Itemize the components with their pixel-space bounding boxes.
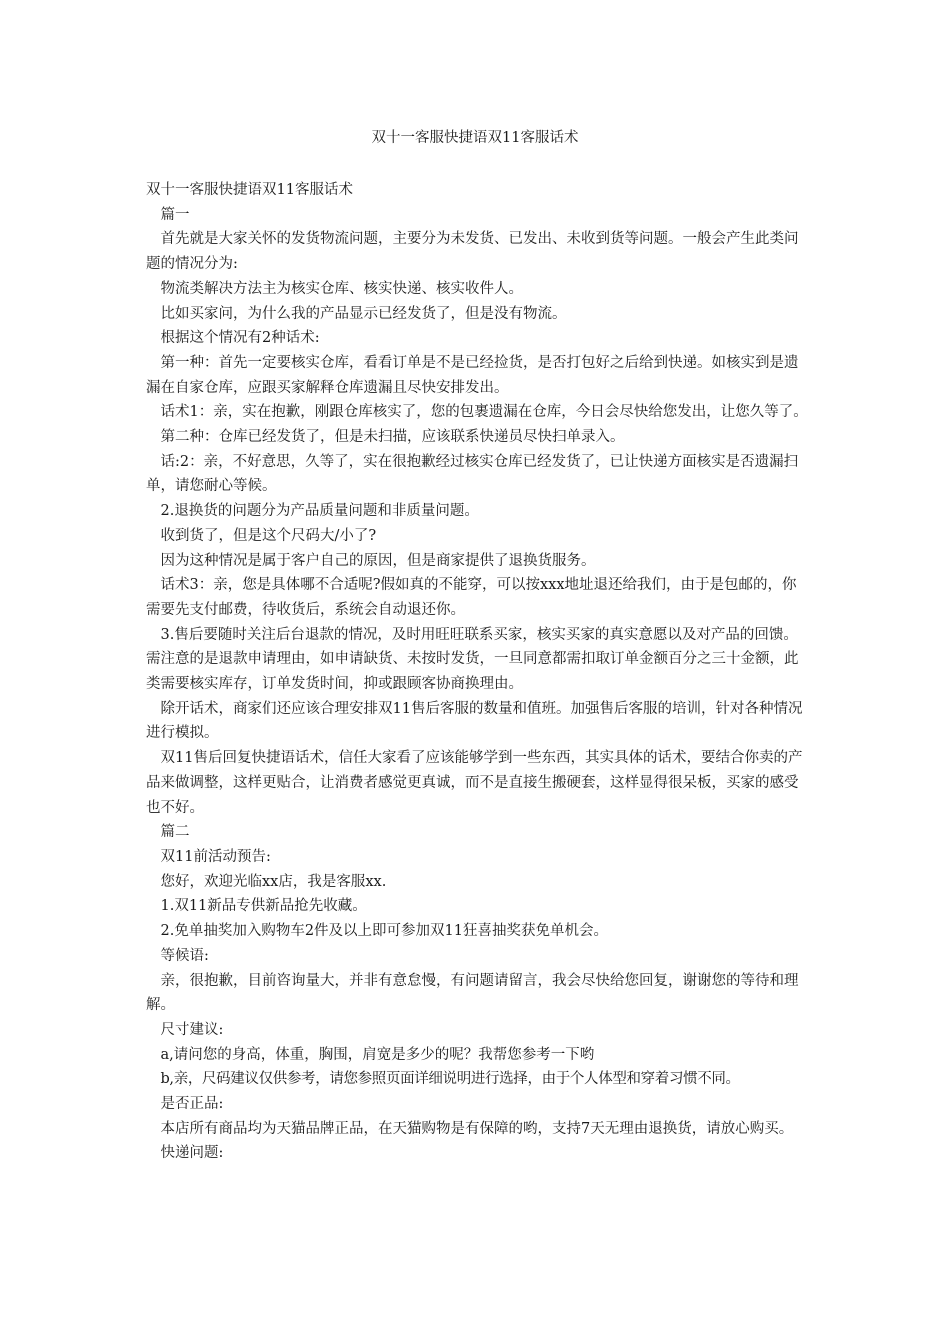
paragraph: a,请问您的身高，体重，胸围，肩宽是多少的呢？我帮您参考一下哟 (160, 1046, 595, 1063)
paragraph: 除开话术，商家们还应该合理安排双11售后客服的数量和值班。加强售后客服的培训，针对各种情况进行模拟。 (146, 700, 803, 742)
paragraph: 双11售后回复快捷语话术，信任大家看了应该能够学到一些东西，其实具体的话术，要结合你卖的产品来做调整，这样更贴合，让消费者感觉更真诚，而不是直接生搬硬套，这样显得很呆板，买家的感受也不好。 (146, 750, 803, 816)
paragraph: 1.双11新品专供新品抢先收藏。 (160, 898, 367, 915)
paragraph: 首先就是大家关怀的发货物流问题，主要分为未发货、已发出、未收到货等问题。一般会产生此类问题的情况分为: (146, 231, 799, 273)
paragraph: b,亲，尺码建议仅供参考，请您参照页面详细说明进行选择，由于个人体型和穿着习惯不同。 (160, 1071, 740, 1088)
section-label-1: 篇一 (160, 206, 190, 223)
paragraph: 根据这个情况有2种话术: (160, 330, 320, 347)
paragraph: 您好，欢迎光临xx店，我是客服xx. (160, 873, 387, 890)
paragraph: 因为这种情况是属于客户自己的原因，但是商家提供了退换货服务。 (160, 552, 596, 569)
paragraph: 等候语: (160, 947, 209, 964)
paragraph: 亲，很抱歉，目前咨询量大，并非有意怠慢，有问题请留言，我会尽快给您回复，谢谢您的等待和理解。 (146, 972, 799, 1014)
body-heading: 双十一客服快捷语双11客服话术 (146, 182, 353, 198)
paragraph: 第二种：仓库已经发货了，但是未扫描，应该联系快递员尽快扫单录入。 (160, 429, 625, 446)
paragraph: 双11前活动预告: (160, 848, 271, 865)
paragraph: 话术3：亲，您是具体哪不合适呢?假如真的不能穿，可以按xxx地址退还给我们，由于是包邮的，你需要先支付邮费，待收货后，系统会自动退还你。 (146, 577, 797, 618)
paragraph: 2.免单抽奖加入购物车2件及以上即可参加双11狂喜抽奖获免单机会。 (160, 923, 609, 940)
paragraph: 收到货了，但是这个尺码大/小了? (160, 527, 377, 544)
paragraph: 比如买家问，为什么我的产品显示已经发货了，但是没有物流。 (160, 305, 567, 322)
paragraph: 话:2：亲，不好意思，久等了，实在很抱歉经过核实仓库已经发货了，已让快递方面核实是否遗漏扫单，请您耐心等候。 (146, 453, 799, 495)
paragraph: 2.退换货的问题分为产品质量问题和非质量问题。 (160, 503, 479, 520)
paragraph: 3.售后要随时关注后台退款的情况，及时用旺旺联系买家，核实买家的真实意愿以及对产品的回馈。需注意的是退款申请理由，如申请缺货、未按时发货，一旦同意都需扣取订单金额百分之三十金额，此类需要核实库存，订单发货时间，抑或跟顾客协商换理由。 (146, 626, 799, 693)
document-body (146, 178, 810, 1166)
section-label-2: 篇二 (160, 824, 190, 841)
paragraph: 物流类解决方法主为核实仓库、核实快递、核实收件人。 (160, 280, 523, 297)
paragraph: 是否正品: (160, 1096, 224, 1113)
paragraph: 第一种：首先一定要核实仓库，看看订单是不是已经捡货，是否打包好之后给到快递。如核实到是遗漏在自家仓库，应跟买家解释仓库遗漏且尽快安排发出。 (146, 354, 799, 396)
paragraph: 本店所有商品均为天猫品牌正品，在天猫购物是有保障的哟，支持7天无理由退换货，请放心购买。 (160, 1120, 794, 1137)
paragraph: 快递问题: (160, 1145, 224, 1162)
paragraph: 话术1：亲，实在抱歉，刚跟仓库核实了，您的包裹遗漏在仓库，今日会尽快给您发出，让您久等了。 (160, 404, 808, 421)
document-title: 双十一客服快捷语双11客服话术 (371, 130, 579, 146)
paragraph: 尺寸建议: (160, 1021, 224, 1038)
